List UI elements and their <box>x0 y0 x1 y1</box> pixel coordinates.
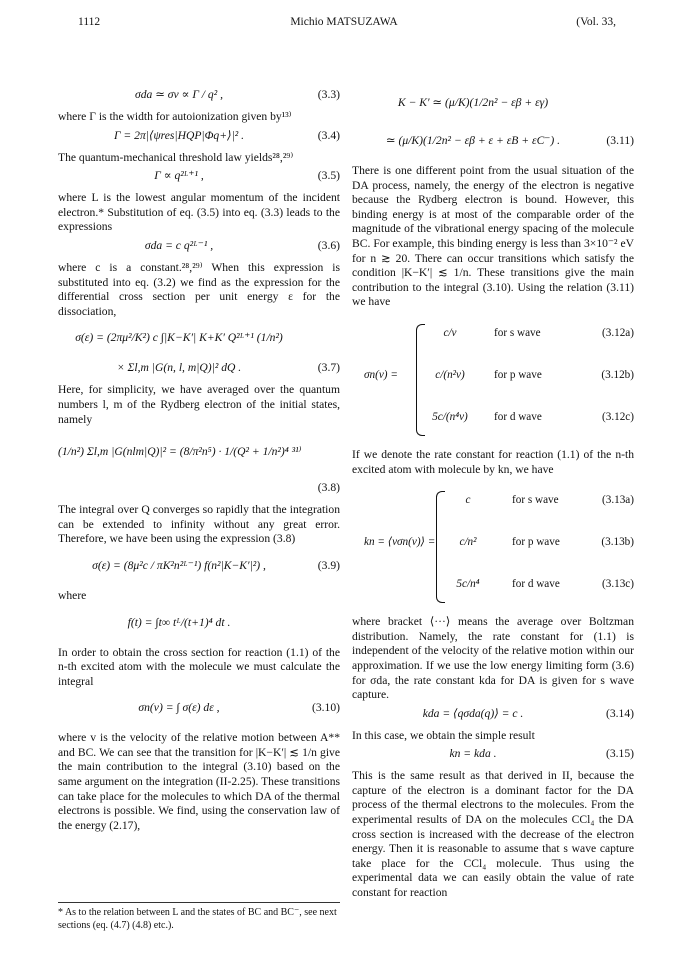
equation-3-12 <box>352 316 634 442</box>
footnote: * As to the relation between L and the states of BC and BC⁻, see next sections (eq. (4.7) (4.8) etc.). <box>58 902 340 932</box>
equation-lhs: kn = ⟨vσn(v)⟩ = <box>364 536 436 549</box>
equation-3-6: σda = c q²ᴸ⁻¹ , (3.6) <box>144 238 340 252</box>
paragraph: There is one different point from the usual situation of the DA process, namely, the energy of the electron is negative because the Rydberg electron is bound. However, this binding energy is at most of the comparable order of the magnitude of the vibrational energy spacing of the molecule BC. For example, this binding energy is less than 3×10⁻² eV for n ≳ 20. There can occur transitions which satisfy the condition |K−K′| ≲ 1/n. These transitions give the main contribution to the integral (3.10). Using the relation (3.11) we have <box>352 164 634 309</box>
equation-3-8-number: (3.8) <box>317 481 340 495</box>
case-row: c for s wave (3.13a) <box>465 494 634 507</box>
paragraph: where v is the velocity of the relative motion between A** and BC. We can see that the transition for |K−K′| ≲ 1/n give the main contribution to the integral (3.10) based on the same argument on the integration (II-2.25). These transitions can take place for the molecules to which DA of the thermal electrons is possible. We find, using the conservation law of the energy (2.17), <box>58 731 340 832</box>
case-row: c/v for s wave (3.12a) <box>443 326 634 339</box>
equation-3-8: (1/n²) Σl,m |G(nlm|Q)|² = (8/π²n⁵) · 1/(Q² + 1/n²)⁴ ³¹⁾ <box>58 445 302 459</box>
page-number: 1112 <box>78 16 101 28</box>
paragraph: The quantum-mechanical threshold law yields²⁸,²⁹⁾ <box>58 150 294 164</box>
equation-3-14: kda = ⟨qσda(q)⟩ = c . (3.14) <box>422 706 634 720</box>
case-row: c/n² for p wave (3.13b) <box>459 536 634 549</box>
equation-3-7-line2: × Σl,m |G(n, l, m|Q)|² dQ . (3.7) <box>116 361 340 375</box>
equation-3-13 <box>352 483 634 609</box>
equation-3-7-line1: σ(ε) = (2πμ²/K²) c ∫|K−K′| K+K′ Q²ᴸ⁺¹ (1/n²) <box>75 331 283 345</box>
paragraph: where c is a constant.²⁸,²⁹⁾ When this expression is substituted into eq. (3.2) we find as the expression for the differential cross section per unit energy ε for the dissociation, <box>58 260 340 318</box>
footnote-rule <box>58 902 340 903</box>
paragraph: This is the same result as that derived in II, because the capture of the electron is a dominant factor for the DA process of the thermal electrons to the molecules. From the experimental results of DA on the molecules CCl₄ the DA cross section is increased with the decrease of the electron energy. Then it is reasonable to assume that s wave capture take place for the CCl₄ molecule. Thus using the experimental data we can easily obtain the value of rate constant for reaction <box>352 769 634 900</box>
equation-3-11-line1: K − K′ ≃ (μ/K)(1/2n² − εβ + εγ) <box>397 96 549 109</box>
paragraph: where bracket ⟨···⟩ means the average over Boltzman distribution. Namely, the rate constant for (1.1) is independent of the velocity of the relative motion within our approximation. If we use the low energy limiting form (3.6) for σda, the rate constant kda for DA is given for s wave capture. <box>352 615 634 702</box>
equation-3-3: σda ≃ σv ∝ Γ / q² , (3.3) <box>134 88 340 101</box>
equation-3-15: kn = kda . (3.15) <box>449 747 634 761</box>
running-header <box>0 16 688 34</box>
paragraph: where <box>58 588 87 602</box>
paragraph: where Γ is the width for autoionization given by¹³⁾ <box>58 110 292 123</box>
paragraph: The integral over Q converges so rapidly that the integration can be extended to infinity without any great error. Therefore, we have been using the expression (3.8) <box>58 503 340 546</box>
left-brace <box>416 324 425 436</box>
equation-f-definition: f(t) = ∫t∞ tᴸ/(t+1)⁴ dt . <box>127 615 231 629</box>
paragraph: If we denote the rate constant for reaction (1.1) of the n-th excited atom with molecule by kn, we have <box>352 447 634 476</box>
paragraph: Here, for simplicity, we have averaged over the quantum numbers l, m of the Rydberg electron of the initial states, namely <box>58 383 340 426</box>
equation-3-5: Γ ∝ q²ᴸ⁺¹ , (3.5) <box>154 169 340 183</box>
paragraph: In order to obtain the cross section for reaction (1.1) of the n-th excited atom with the molecule we must calculate the integral <box>58 645 340 688</box>
equation-lhs: σn(v) = <box>364 368 398 381</box>
equation-3-4: Γ = 2π|⟨ψres|HQP|Φq+⟩|² . (3.4) <box>113 128 340 142</box>
case-row: 5c/(n⁴v) for d wave (3.12c) <box>432 410 634 423</box>
case-row: 5c/n⁴ for d wave (3.13c) <box>456 578 634 591</box>
equation-3-11-line2: ≃ (μ/K)(1/2n² − εβ + ε + εB + εC⁻) . (3.11) <box>385 134 634 147</box>
equation-3-9: σ(ε) = (8μ²c / πK²n²ᴸ⁻¹) f(n²|K−K′|²) , (3.9) <box>92 558 340 572</box>
left-column <box>58 84 340 833</box>
case-row: c/(n²v) for p wave (3.12b) <box>435 368 634 381</box>
volume-label: (Vol. 33, <box>576 16 616 28</box>
paragraph: In this case, we obtain the simple result <box>352 728 535 742</box>
left-brace <box>436 491 445 603</box>
equation-3-10: σn(v) = ∫ σ(ε) dε , (3.10) <box>138 701 340 715</box>
right-column <box>352 84 634 901</box>
running-author: Michio MATSUZAWA <box>290 16 398 28</box>
paragraph: where L is the lowest angular momentum of the incident electron.* Substitution of eq. (3.5) into eq. (3.3) leads to the expressions <box>58 191 340 234</box>
